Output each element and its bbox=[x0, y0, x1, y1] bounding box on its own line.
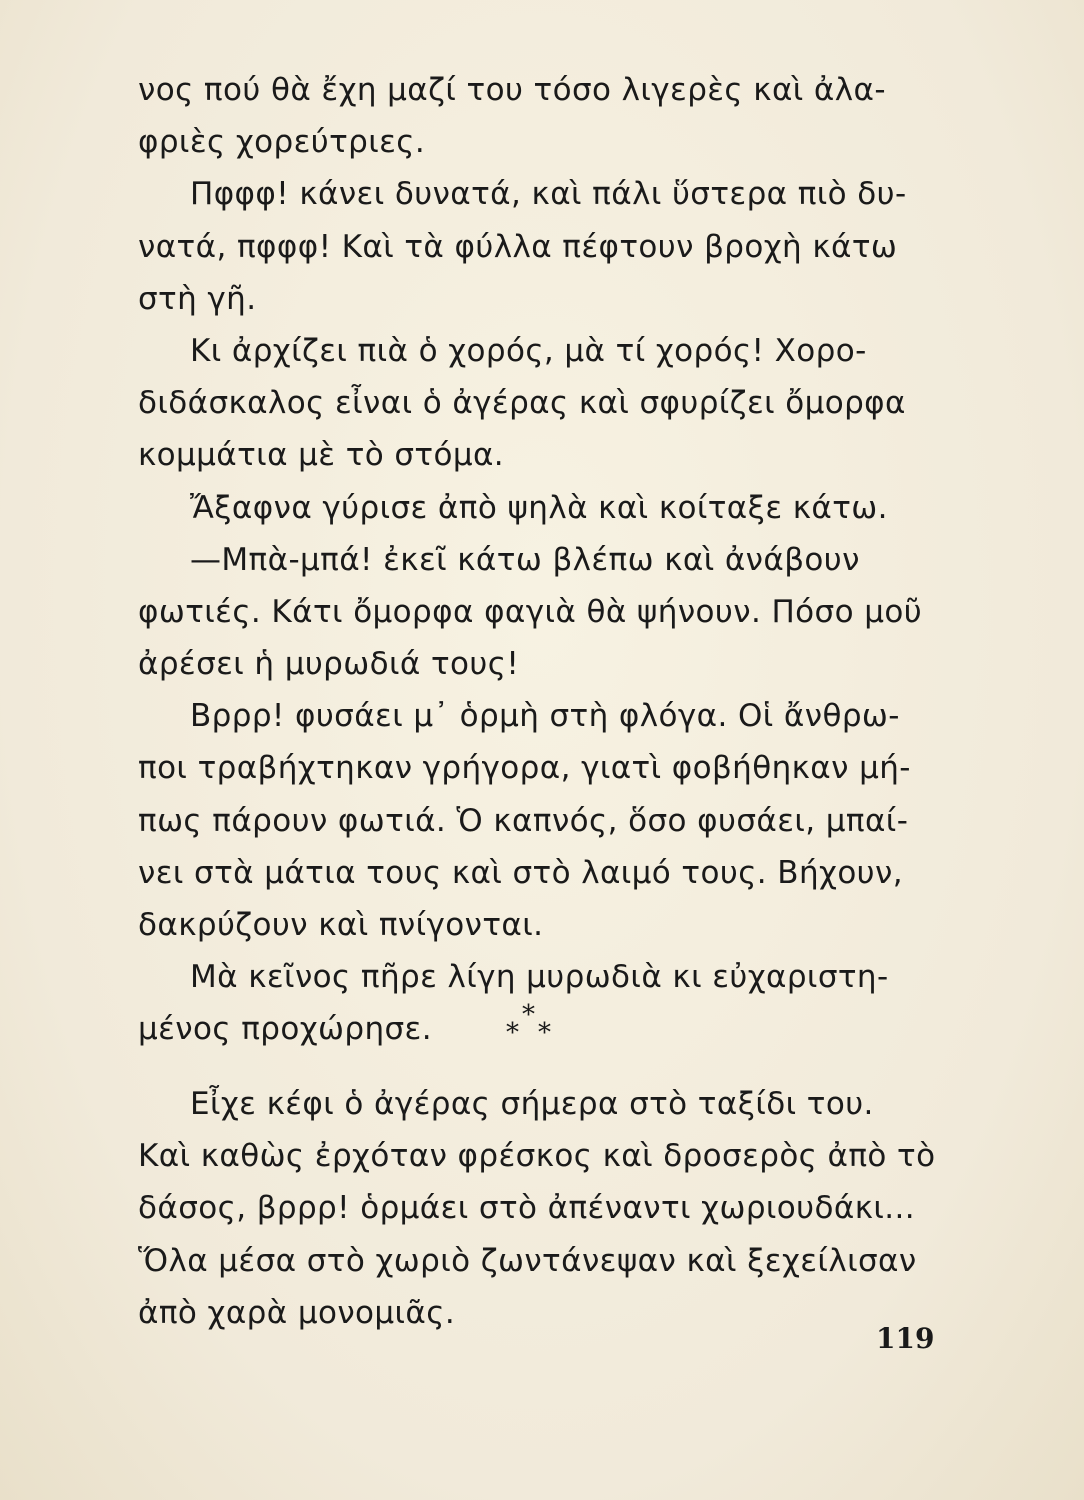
asterisk: * bbox=[522, 1000, 535, 1030]
text-line: νατά, πφφφ! Καὶ τὰ φύλλα πέφτουν βροχὴ κάτω bbox=[138, 228, 898, 265]
page-number: 119 bbox=[876, 1322, 935, 1355]
text-line: ἀπὸ χαρὰ μονομιᾶς. bbox=[138, 1294, 456, 1331]
text-line: φωτιές. Κάτι ὄμορφα φαγιὰ θὰ ψήνουν. Πόσο μοῦ bbox=[138, 593, 923, 630]
text-line: μένος προχώρησε. bbox=[138, 1011, 432, 1048]
text-line: Ὅλα μέσα στὸ χωριὸ ζωντάνεψαν καὶ ξεχείλισαν bbox=[138, 1242, 917, 1279]
section-break-asterism bbox=[500, 1000, 560, 1048]
text-line: πως πάρουν φωτιά. Ὁ καπνός, ὅσο φυσάει, μπαί- bbox=[138, 802, 909, 839]
text-block-bottom bbox=[138, 1078, 938, 1339]
asterisk: * bbox=[506, 1018, 519, 1048]
text-line: κομμάτια μὲ τὸ στόμα. bbox=[138, 437, 505, 474]
text-line: δακρύζουν καὶ πνίγονται. bbox=[138, 907, 544, 943]
text-line: δάσος, βρρρ! ὁρμάει στὸ ἀπέναντι χωριουδάκι... bbox=[138, 1190, 916, 1227]
text-line: Καὶ καθὼς ἐρχόταν φρέσκος καὶ δροσερὸς ἀπὸ τὸ bbox=[138, 1138, 936, 1175]
asterisk: * bbox=[538, 1018, 551, 1048]
text-line: Μὰ κεῖνος πῆρε λίγη μυρωδιὰ κι εὐχαριστη- bbox=[190, 959, 889, 996]
text-line: διδάσκαλος εἶναι ὁ ἀγέρας καὶ σφυρίζει ὄμορφα bbox=[138, 385, 906, 422]
text-line: Ἄξαφνα γύρισε ἀπὸ ψηλὰ καὶ κοίταξε κάτω. bbox=[190, 489, 888, 526]
text-line: ἀρέσει ἡ μυρωδιά τους! bbox=[138, 646, 520, 683]
text-line: Κι ἀρχίζει πιὰ ὁ χορός, μὰ τί χορός! Χορο- bbox=[190, 332, 867, 369]
text-line: ποι τραβήχτηκαν γρήγορα, γιατὶ φοβήθηκαν μή- bbox=[138, 750, 911, 787]
text-block-top bbox=[138, 64, 938, 1056]
text-line: νει στὰ μάτια τους καὶ στὸ λαιμό τους. Βήχουν, bbox=[138, 854, 903, 891]
text-line: Βρρρ! φυσάει μ᾽ ὁρμὴ στὴ φλόγα. Οἱ ἄνθρω- bbox=[190, 698, 900, 735]
text-line: Εἶχε κέφι ὁ ἀγέρας σήμερα στὸ ταξίδι του. bbox=[190, 1086, 874, 1122]
text-line: φριὲς χορεύτριες. bbox=[138, 124, 426, 161]
text-line: νος πού θὰ ἔχη μαζί του τόσο λιγερὲς καὶ ἀλα- bbox=[138, 72, 886, 108]
text-line: στὴ γῆ. bbox=[138, 280, 257, 317]
text-line: Πφφφ! κάνει δυνατά, καὶ πάλι ὕστερα πιὸ δυ- bbox=[190, 176, 907, 213]
text-line: —Μπὰ-μπά! ἐκεῖ κάτω βλέπω καὶ ἀνάβουν bbox=[190, 541, 860, 578]
